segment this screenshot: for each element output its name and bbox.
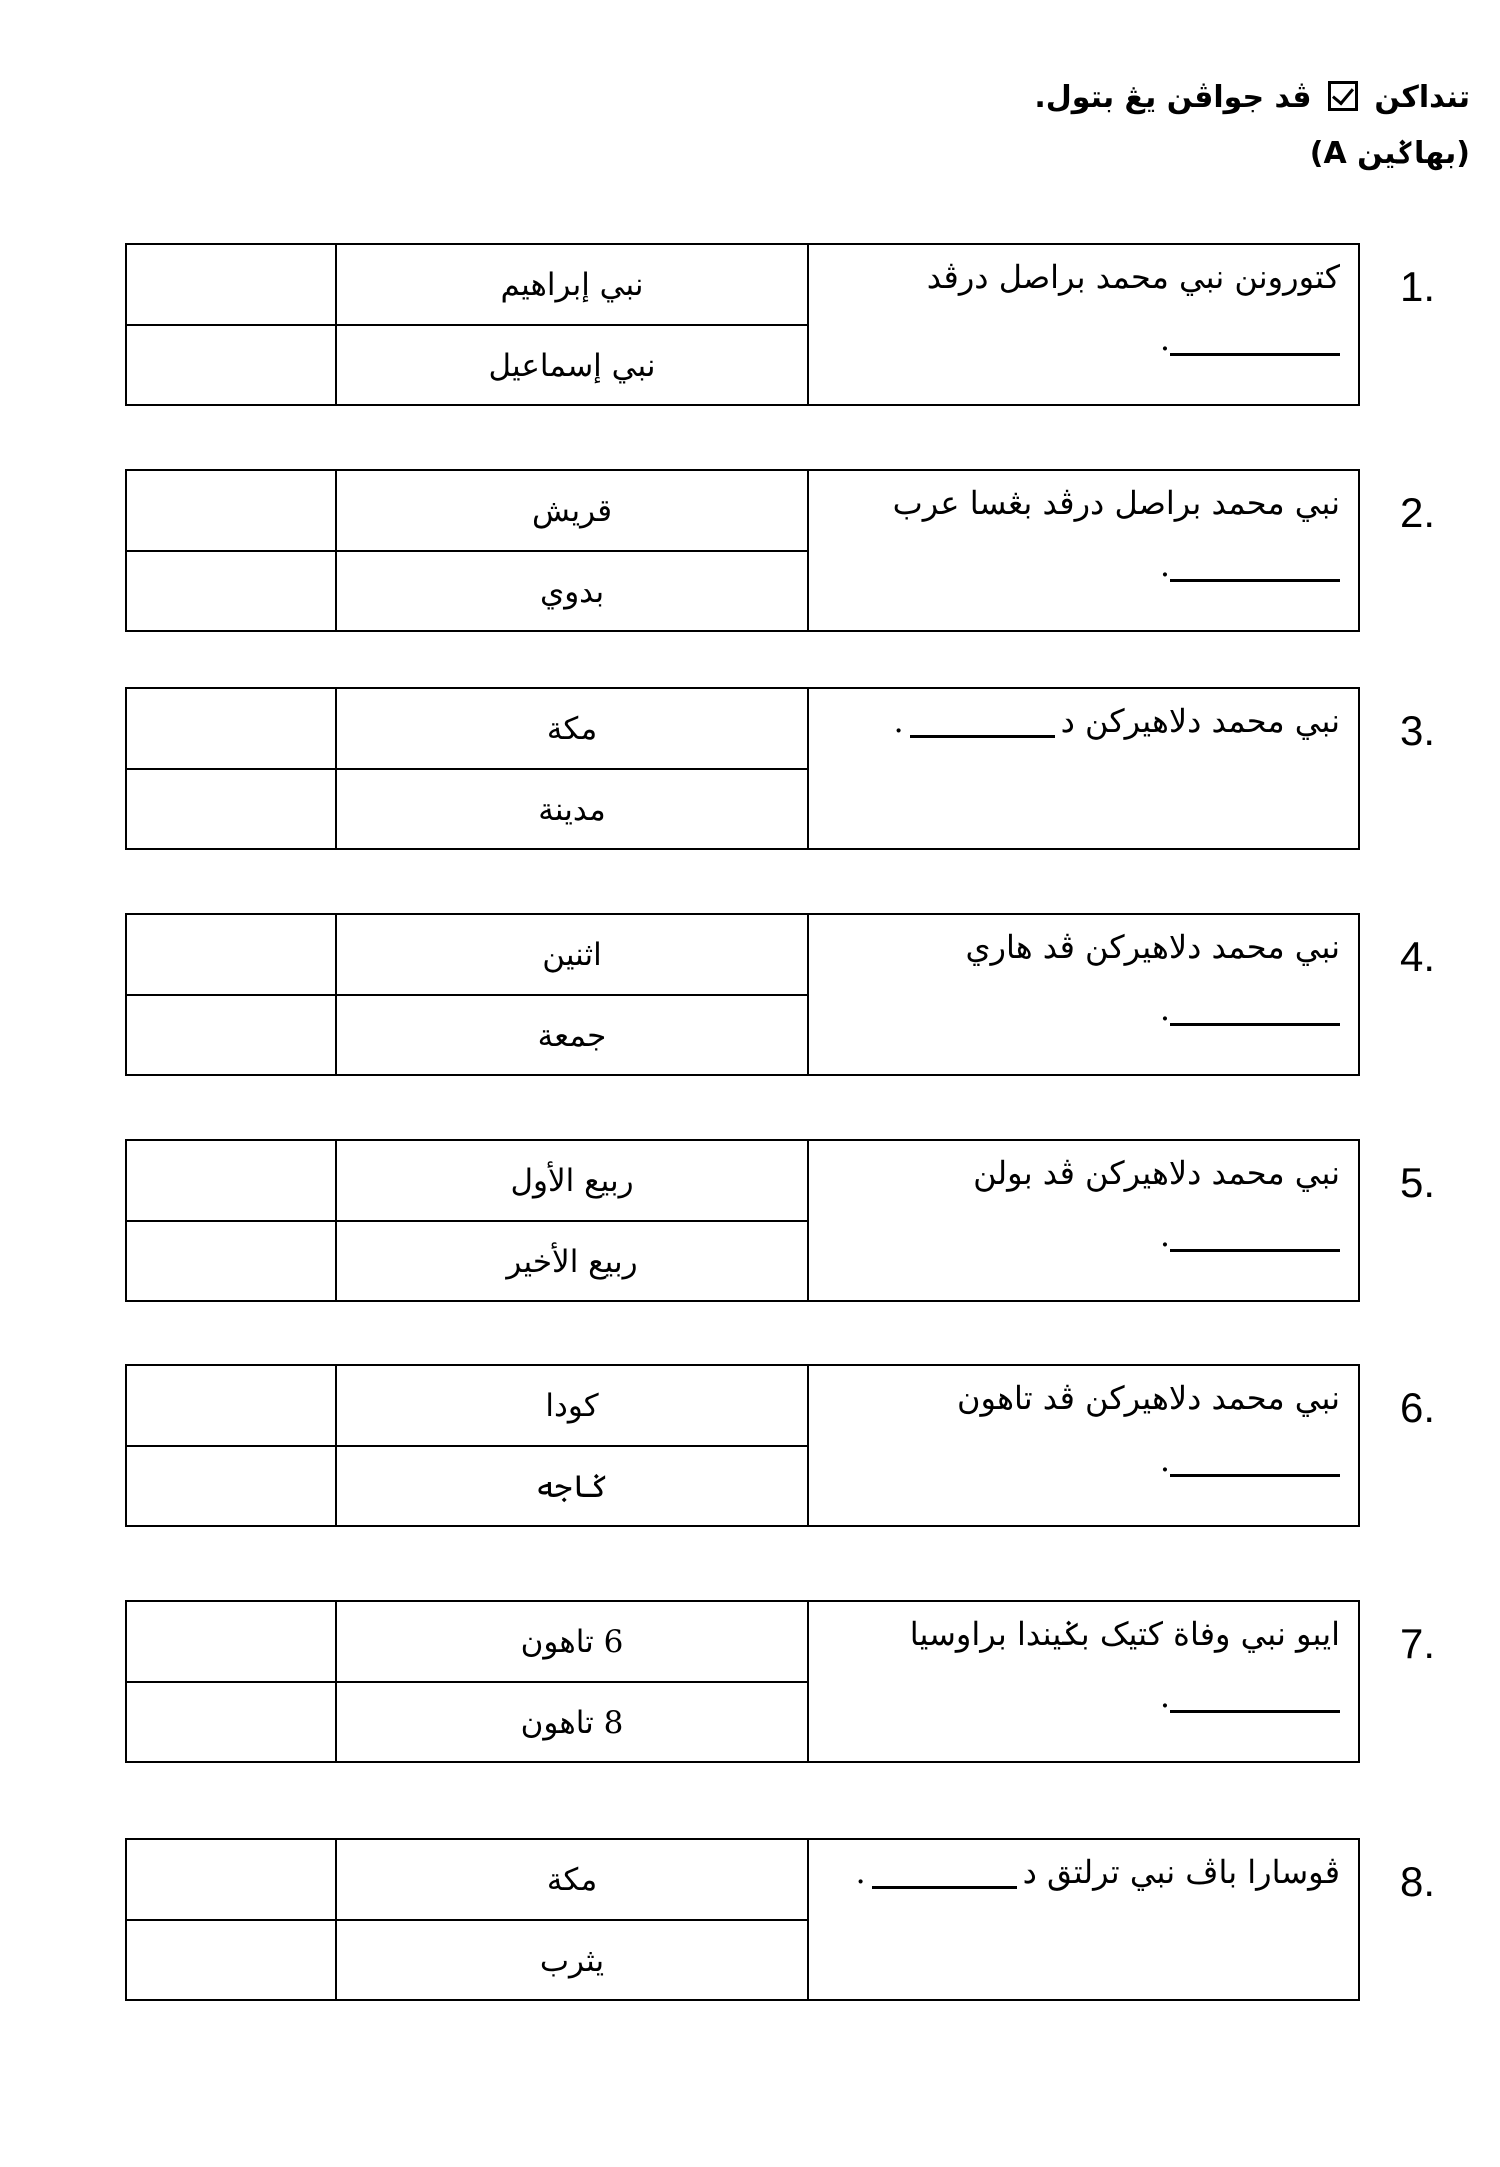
row-divider xyxy=(127,994,335,996)
question-6 xyxy=(125,1364,1360,1527)
period: . xyxy=(1159,990,1170,1028)
question-table xyxy=(125,913,1360,1076)
section-label: (بهاݢين A) xyxy=(1309,136,1470,171)
answer-option-2[interactable]: مدينة xyxy=(337,768,807,849)
fill-in-blank xyxy=(1170,321,1340,356)
options-column xyxy=(337,689,809,848)
options-column xyxy=(337,915,809,1074)
options-column xyxy=(337,1840,809,1999)
options-column xyxy=(337,1366,809,1525)
question-number: 6. xyxy=(1400,1384,1436,1431)
question-text: نبي محمد دلاهيركن ڤد بولن xyxy=(973,1154,1340,1192)
instruction-line-1 xyxy=(470,70,1470,126)
fill-in-blank xyxy=(1170,547,1340,582)
blank-line xyxy=(827,319,1340,359)
answer-option-2[interactable]: جمعة xyxy=(337,994,807,1075)
question-number: 2. xyxy=(1400,489,1436,536)
question-text: نبي محمد دلاهيركن ڤد هاري xyxy=(965,928,1340,966)
period: . xyxy=(1159,320,1170,358)
question-text-line xyxy=(827,1614,1340,1654)
instructions xyxy=(470,70,1470,182)
answer-tick-box-2[interactable] xyxy=(127,994,335,1074)
row-divider xyxy=(127,1220,335,1222)
question-text-line xyxy=(827,1153,1340,1193)
period: . xyxy=(893,702,904,740)
fill-in-blank xyxy=(872,1854,1017,1889)
fill-in-blank xyxy=(1170,1442,1340,1477)
fill-in-blank xyxy=(1170,991,1340,1026)
answer-tick-box-2[interactable] xyxy=(127,768,335,848)
question-table xyxy=(125,687,1360,850)
question-text: ايبو نبي وفاة كتيک بݢيندا براوسيا xyxy=(909,1615,1340,1653)
question-table xyxy=(125,1364,1360,1527)
question-text: نبي محمد براصل درڤد بڠسا عرب xyxy=(892,484,1340,522)
options-column xyxy=(337,245,809,404)
question-text-cell xyxy=(809,1602,1358,1761)
answer-option-2[interactable]: يثرب xyxy=(337,1919,807,2000)
question-text-cell xyxy=(809,471,1358,630)
question-table xyxy=(125,243,1360,406)
question-text-cell xyxy=(809,1366,1358,1525)
blank-line xyxy=(827,1676,1340,1716)
answer-option-2[interactable]: بدوي xyxy=(337,550,807,631)
checkbox-icon xyxy=(1328,81,1358,111)
answer-tick-box-2[interactable] xyxy=(127,324,335,404)
answer-option-1[interactable]: مكة xyxy=(546,710,598,747)
answer-tick-box-1[interactable] xyxy=(127,1141,335,1220)
question-text-cell xyxy=(809,915,1358,1074)
question-text: ڤوسارا باڤ نبي ترلتق د xyxy=(1022,1853,1340,1891)
question-number: 4. xyxy=(1400,933,1436,980)
period: . xyxy=(1159,1441,1170,1479)
answer-tick-column xyxy=(127,1840,337,1999)
blank-line xyxy=(827,1440,1340,1480)
question-text: كتورونن نبي محمد براصل درڤد xyxy=(926,258,1340,296)
options-column xyxy=(337,1141,809,1300)
answer-option-2[interactable]: ربيع الأخير xyxy=(337,1220,807,1301)
question-8 xyxy=(125,1838,1360,2001)
row-divider xyxy=(127,550,335,552)
answer-option-2[interactable]: 8 تاهون xyxy=(337,1681,807,1762)
answer-option-2[interactable]: ݢاجه xyxy=(337,1445,807,1526)
answer-tick-column xyxy=(127,915,337,1074)
question-number: 8. xyxy=(1400,1858,1436,1905)
fill-in-blank xyxy=(1170,1217,1340,1252)
answer-option-1[interactable]: قريش xyxy=(531,492,613,529)
question-text-line xyxy=(827,483,1340,523)
question-text-line xyxy=(827,701,1340,741)
answer-tick-box-1[interactable] xyxy=(127,1602,335,1681)
question-text-cell xyxy=(809,1840,1358,1999)
question-text: نبي محمد دلاهيركن د xyxy=(1060,702,1340,740)
answer-tick-box-1[interactable] xyxy=(127,245,335,324)
question-2 xyxy=(125,469,1360,632)
answer-tick-box-2[interactable] xyxy=(127,550,335,630)
answer-tick-column xyxy=(127,471,337,630)
row-divider xyxy=(127,324,335,326)
answer-option-1[interactable]: مكة xyxy=(546,1861,598,1898)
question-table xyxy=(125,469,1360,632)
answer-tick-column xyxy=(127,1141,337,1300)
row-divider xyxy=(127,1681,335,1683)
instruction-text-start: تنداكن xyxy=(1374,80,1470,115)
question-7 xyxy=(125,1600,1360,1763)
question-number: 1. xyxy=(1400,263,1436,310)
answer-tick-box-2[interactable] xyxy=(127,1220,335,1300)
period: . xyxy=(1159,546,1170,584)
period: . xyxy=(1159,1677,1170,1715)
options-column xyxy=(337,471,809,630)
answer-tick-box-1[interactable] xyxy=(127,915,335,994)
fill-in-blank xyxy=(1170,1678,1340,1713)
answer-option-2[interactable]: نبي إسماعيل xyxy=(337,324,807,405)
question-3 xyxy=(125,687,1360,850)
question-text-line xyxy=(827,257,1340,297)
question-number: 7. xyxy=(1400,1620,1436,1667)
answer-tick-box-2[interactable] xyxy=(127,1681,335,1761)
row-divider xyxy=(127,768,335,770)
blank-line xyxy=(827,989,1340,1029)
question-number: 5. xyxy=(1400,1159,1436,1206)
period: . xyxy=(855,1853,866,1891)
answer-tick-box-1[interactable] xyxy=(127,471,335,550)
fill-in-blank xyxy=(910,703,1055,738)
answer-option-1[interactable]: اثنين xyxy=(542,936,602,973)
blank-line xyxy=(827,545,1340,585)
answer-option-1[interactable]: نبي إبراهيم xyxy=(500,266,644,303)
row-divider xyxy=(127,1445,335,1447)
question-text-cell xyxy=(809,245,1358,404)
question-text-cell xyxy=(809,689,1358,848)
question-1 xyxy=(125,243,1360,406)
answer-tick-column xyxy=(127,1602,337,1761)
question-text-line xyxy=(827,1852,1340,1892)
blank-line xyxy=(827,1215,1340,1255)
answer-tick-box-1[interactable] xyxy=(127,689,335,768)
answer-tick-box-1[interactable] xyxy=(127,1840,335,1919)
answer-option-1[interactable]: ربيع الأول xyxy=(510,1162,634,1199)
answer-option-1[interactable]: كودا xyxy=(545,1387,599,1424)
answer-tick-column xyxy=(127,689,337,848)
answer-tick-column xyxy=(127,1366,337,1525)
instruction-text-end: ڤد جواڤن يڠ بتول. xyxy=(1034,80,1312,115)
question-text: نبي محمد دلاهيركن ڤد تاهون xyxy=(957,1379,1340,1417)
question-5 xyxy=(125,1139,1360,1302)
question-text-cell xyxy=(809,1141,1358,1300)
options-column xyxy=(337,1602,809,1761)
answer-option-1[interactable]: 6 تاهون xyxy=(520,1623,624,1660)
question-text-line xyxy=(827,927,1340,967)
question-table xyxy=(125,1600,1360,1763)
answer-tick-column xyxy=(127,245,337,404)
question-table xyxy=(125,1139,1360,1302)
period: . xyxy=(1159,1216,1170,1254)
answer-tick-box-2[interactable] xyxy=(127,1445,335,1525)
question-4 xyxy=(125,913,1360,1076)
question-text-line xyxy=(827,1378,1340,1418)
question-number: 3. xyxy=(1400,707,1436,754)
question-table xyxy=(125,1838,1360,2001)
answer-tick-box-1[interactable] xyxy=(127,1366,335,1445)
row-divider xyxy=(127,1919,335,1921)
answer-tick-box-2[interactable] xyxy=(127,1919,335,1999)
